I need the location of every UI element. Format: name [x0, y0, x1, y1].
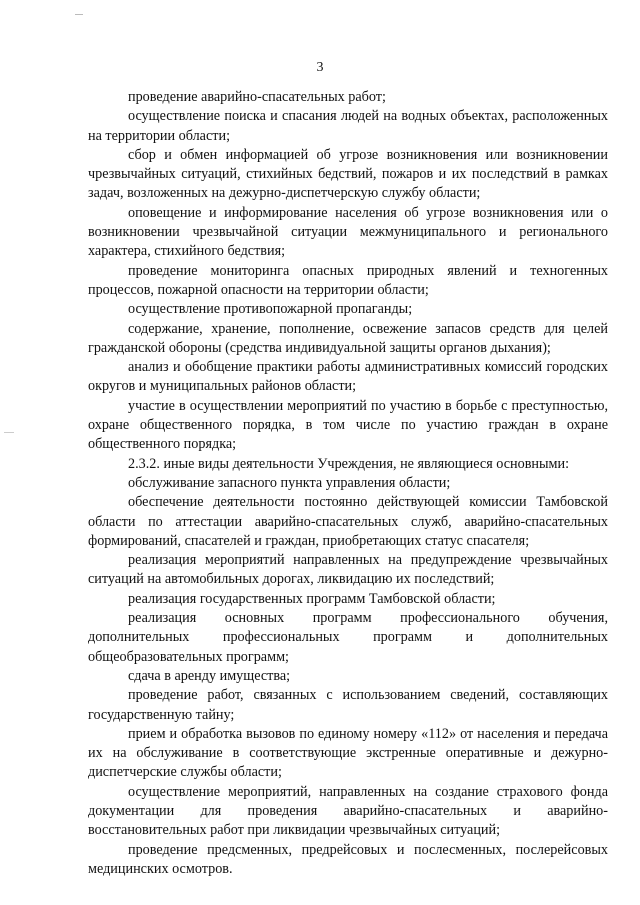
scan-mark-top — [75, 14, 83, 15]
paragraph: реализация государственных программ Тамбовской области; — [128, 590, 496, 607]
paragraph: обслуживание запасного пункта управления области; — [128, 474, 451, 491]
paragraph: оповещение и информирование населения об угрозе возникновения или о возникновении чрезвычайной ситуации межмуниципального и регионального характера, стихийного бедствия; — [88, 204, 608, 260]
paragraph: проведение мониторинга опасных природных явлений и техногенных процессов, пожарной опасности на территории области; — [88, 262, 608, 298]
paragraph: проведение работ, связанных с использованием сведений, составляющих государственную тайну; — [88, 687, 608, 723]
paragraph: осуществление противопожарной пропаганды; — [128, 301, 413, 318]
page-number: 3 — [316, 60, 324, 75]
paragraph: содержание, хранение, пополнение, освежение запасов средств для целей гражданской обороны (средства индивидуальной защиты органов дыхания); — [88, 320, 608, 356]
paragraph: осуществление мероприятий, направленных на создание страхового фонда документации для проведения аварийно-спасательных и аварийно-восстановительных работ при ликвидации чрезвычайных ситуаций; — [88, 783, 608, 839]
paragraph: участие в осуществлении мероприятий по участию в борьбе с преступностью, охране общественного порядка, в том числе по участию граждан в охране общественного порядка; — [88, 397, 608, 453]
paragraph: проведение предсменных, предрейсовых и послесменных, послерейсовых медицинских осмотров. — [88, 841, 608, 877]
paragraph: прием и обработка вызовов по единому номеру «112» от населения и передача их на обслуживание в соответствующие экстренные оперативные и дежурно-диспетчерские службы области; — [88, 725, 608, 781]
paragraph: осуществление поиска и спасания людей на водных объектах, расположенных на территории области; — [88, 108, 608, 144]
paragraph: обеспечение деятельности постоянно действующей комиссии Тамбовской области по аттестации аварийно-спасательных служб, аварийно-спасательных формирований, спасателей и граждан, приобретающих статус спасателя; — [88, 494, 608, 549]
paragraph: сбор и обмен информацией об угрозе возникновения или возникновении чрезвычайных ситуаций, стихийных бедствий, пожаров и их последствий в рамках задач, возложенных на дежурно-диспетчерскую службу области; — [88, 146, 608, 202]
paragraph: анализ и обобщение практики работы административных комиссий городских округов и муниципальных районов области; — [88, 359, 608, 395]
paragraph: реализация основных программ профессионального обучения, дополнительных профессиональных программ и дополнительных общеобразовательных программ; — [88, 610, 608, 665]
paragraph: реализация мероприятий направленных на предупреждение чрезвычайных ситуаций на автомобильных дорогах, ликвидацию их последствий; — [88, 552, 608, 588]
document-body — [88, 88, 608, 879]
scan-mark-left — [4, 432, 14, 433]
paragraph: проведение аварийно-спасательных работ; — [128, 89, 386, 105]
paragraph: сдача в аренду имущества; — [128, 667, 291, 684]
section-heading: 2.3.2. иные виды деятельности Учреждения, не являющиеся основными: — [128, 455, 570, 472]
